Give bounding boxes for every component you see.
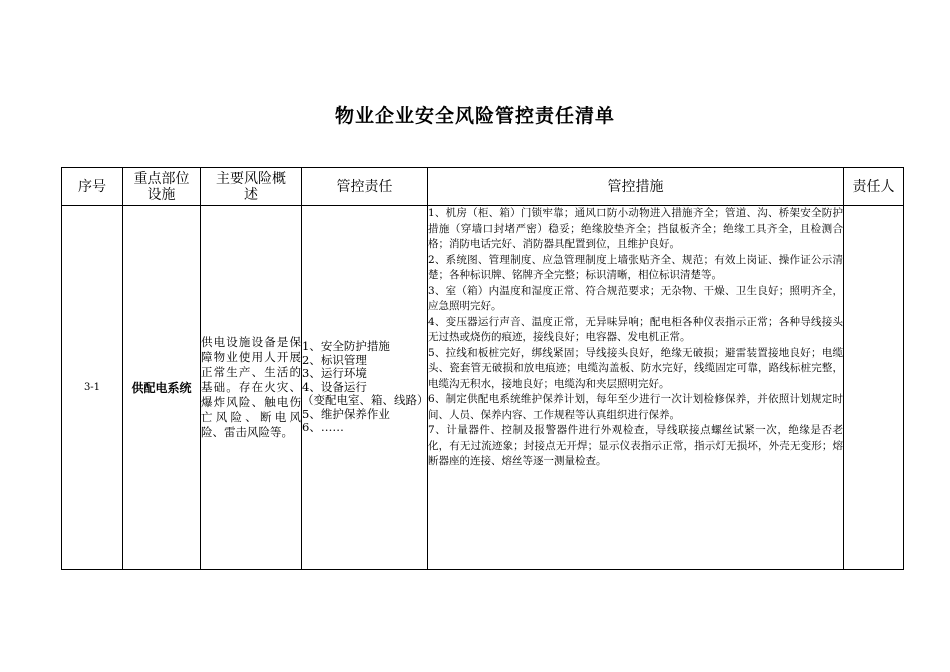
- table-row: [62, 206, 904, 570]
- cell-risk: 供电设施设备是保障物业使用人开展正常生产、生活的基础。存在火灾、爆炸风险、触电伤亡风险、断电风险、雷击风险等。: [201, 206, 302, 570]
- duty-item: 6、……: [302, 420, 344, 435]
- header-seq: 序号: [62, 168, 123, 206]
- duty-item: 5、维护保养作业: [302, 406, 390, 421]
- duty-item: 2、标识管理: [302, 352, 367, 367]
- header-measures: 管控措施: [428, 168, 844, 206]
- header-risk: 主要风险概述: [201, 168, 302, 206]
- duty-item: 4、设备运行: [302, 379, 367, 394]
- cell-responsible: [844, 206, 904, 570]
- measure-item: 4、变压器运行声音、温度正常，无异味异响；配电柜各种仪表指示正常；各种导线接头无过热或烧伤的痕迹，接线良好；电容器、发电机正常。: [428, 315, 843, 343]
- cell-facility: 供配电系统: [123, 206, 201, 570]
- table-header-row: [62, 168, 904, 206]
- document-title: 物业企业安全风险管控责任清单: [334, 105, 615, 127]
- measure-item: 2、系统图、管理制度、应急管理制度上墙张贴齐全、规范；有效上岗证、操作证公示清楚；各种标识牌、铭牌齐全完整；标识清晰，相位标识清楚等。: [428, 253, 843, 281]
- duty-item: （变配电室、箱、线路）: [302, 393, 429, 408]
- header-responsible: 责任人: [844, 168, 904, 206]
- measure-item: 3、室（箱）内温度和湿度正常、符合规范要求；无杂物、干燥、卫生良好；照明齐全，应急照明完好。: [428, 284, 843, 312]
- responsibility-table: [61, 167, 904, 570]
- header-duty: 管控责任: [302, 168, 428, 206]
- measure-item: 1、机房（柜、箱）门锁牢靠；通风口防小动物进入措施齐全；管道、沟、桥架安全防护措施（穿墙口封堵严密）稳妥；绝缘胶垫齐全；挡鼠板齐全；绝缘工具齐全，且检测合格；消防电话完好、消防器具配置到位，且维护良好。: [428, 207, 843, 250]
- cell-duty: [302, 206, 428, 570]
- header-facility: 重点部位设施: [123, 168, 201, 206]
- cell-seq: 3-1: [62, 206, 123, 570]
- duty-item: 1、安全防护措施: [302, 339, 390, 354]
- duty-item: 3、运行环境: [302, 366, 367, 381]
- measure-item: 7、计量器件、控制及报警器件进行外观检查，导线联接点螺丝试紧一次，绝缘是否老化，有无过流迹象；封接点无开焊；显示仪表指示正常，指示灯无损坏，外壳无变形；熔断器座的连接、熔丝等逐一测量检查。: [428, 424, 843, 467]
- cell-measures: [428, 206, 844, 570]
- measure-item: 5、拉线和板桩完好，绑线紧固；导线接头良好，绝缘无破损；避雷装置接地良好；电缆头、瓷套管无破损和放电痕迹；电缆沟盖板、防水完好，线缆固定可靠，路线标桩完整，电缆沟无积水，接地良好；电缆沟和夹层照明完好。: [428, 346, 843, 390]
- measure-item: 6、制定供配电系统维护保养计划，每年至少进行一次计划检修保养，并依照计划规定时间、人员、保养内容、工作规程等认真组织进行保养。: [428, 393, 843, 421]
